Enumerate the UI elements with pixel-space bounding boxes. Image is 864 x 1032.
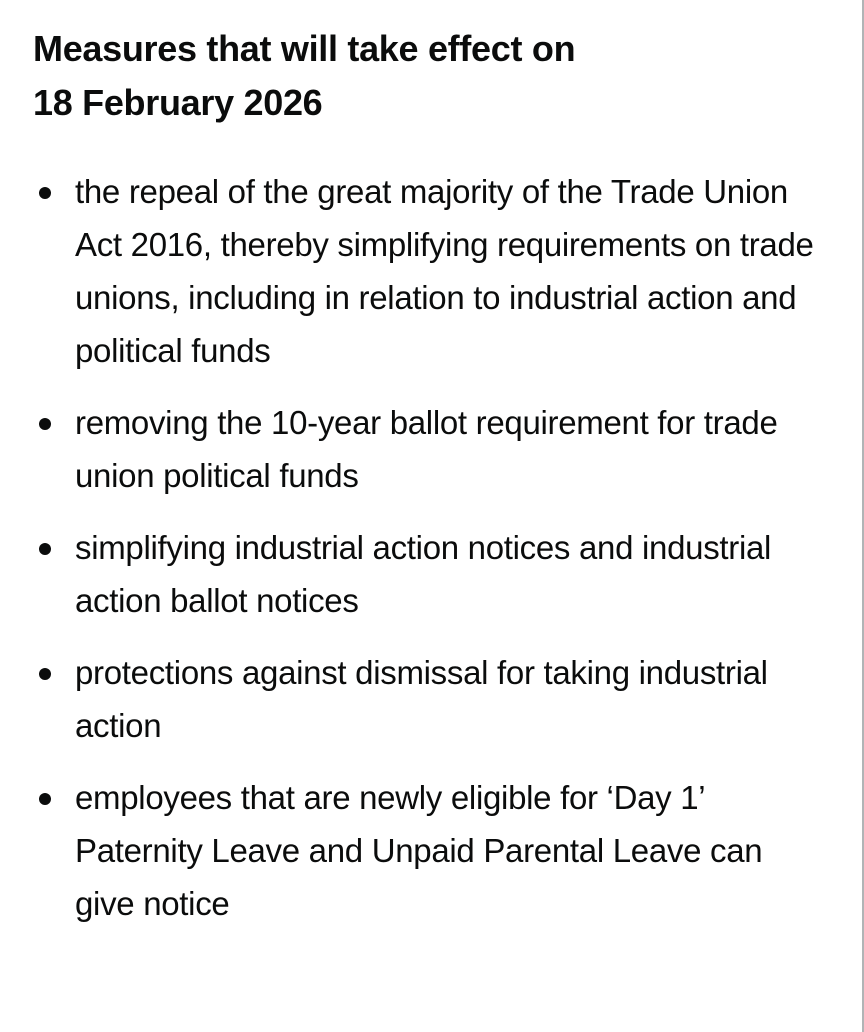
section-heading <box>33 22 813 130</box>
list-item <box>0 396 864 502</box>
bullet-icon <box>39 668 51 680</box>
measures-list <box>0 165 864 949</box>
list-item-text: simplifying industrial action notices and industrial action ballot notices <box>75 529 772 619</box>
list-item-text: removing the 10-year ballot requirement for trade union political funds <box>75 404 778 494</box>
list-item <box>0 771 864 930</box>
list-item-text: employees that are newly eligible for ‘Day 1’ Paternity Leave and Unpaid Parental Leave can give notice <box>75 779 763 922</box>
bullet-icon <box>39 793 51 805</box>
section-heading-line-2: 18 February 2026 <box>33 82 323 123</box>
bullet-icon <box>39 543 51 555</box>
list-item <box>0 646 864 752</box>
list-item <box>0 165 864 377</box>
bullet-icon <box>39 418 51 430</box>
list-item-text: the repeal of the great majority of the Trade Union Act 2016, thereby simplifying requirements on trade unions, including in relation to industrial action and political funds <box>75 173 814 369</box>
bullet-icon <box>39 187 51 199</box>
list-item-text: protections against dismissal for taking industrial action <box>75 654 768 744</box>
list-item <box>0 521 864 627</box>
section-heading-line-1: Measures that will take effect on <box>33 28 576 69</box>
